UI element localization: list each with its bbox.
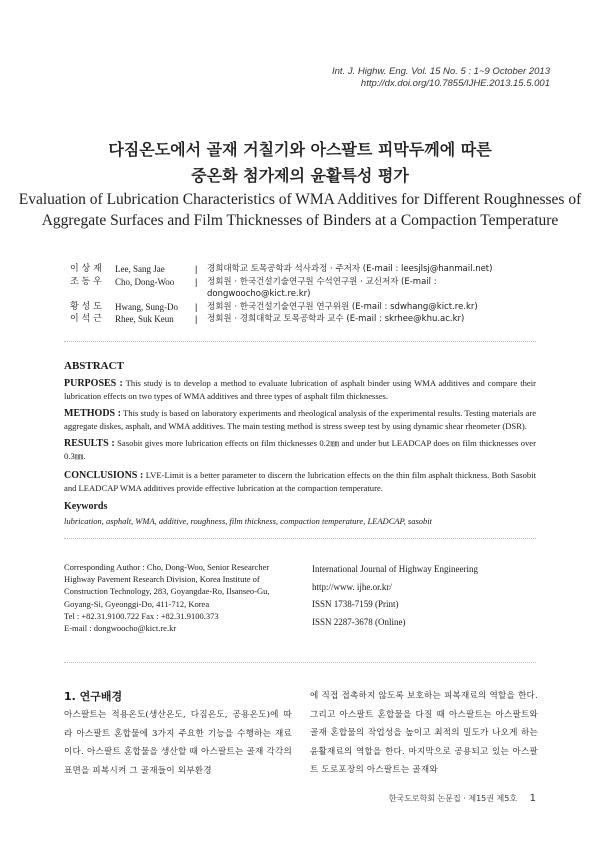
author-english-name: Rhee, Suk Keun <box>115 314 174 324</box>
author-english-name: Cho, Dong-Woo <box>115 276 175 287</box>
issn-online: ISSN 2287-3678 (Online) <box>312 616 406 627</box>
footer-journal: 한국도로학회 논문집 · 제15권 제5호 <box>388 794 518 803</box>
author-english-name: Hwang, Sung-Do <box>115 301 178 312</box>
author-list <box>70 263 517 326</box>
conclusions-label: CONCLUSIONS : <box>64 470 144 481</box>
conclusions-text: LVE-Limit is a better parameter to discern the lubrication effects on the thin film asphalt thickness. Both Sasobit and LEADCAP WMA additives provide effective lubrication at the compaction temperature. <box>64 470 536 493</box>
korean-title-line-1: 다짐온도에서 골재 거칠기와 아스팔트 피막두께에 따른 <box>108 140 492 159</box>
body-text-left-column: 아스팔트는 적용온도(생산온도, 다짐온도, 공용온도)에 따라 아스팔트 혼합물에 3가지 주요한 기능을 수행하는 재료이다. 아스팔트 혼합물을 생산할 때 아스팔트는 골재 각각의 표면을 피복시켜 그 골재들이 외부환경 <box>64 710 292 776</box>
abstract-heading: ABSTRACT <box>64 360 124 372</box>
correspondence-line: Tel : +82.31.9100.722 Fax : +82.31.9100.373 <box>64 610 219 621</box>
author-english-name: Lee, Sang Jae <box>115 264 165 274</box>
correspondence-line: Construction Technology, 283, Goyangdae-Ro, Ilsanseo-Gu, <box>64 586 270 597</box>
author-affiliation: 정회원 · 한국건설기술연구원 수석연구원 · 교신저자 (E-mail : dongwoocho@kict.re.kr) <box>207 276 437 299</box>
korean-title-line-2: 중온화 첨가제의 윤활특성 평가 <box>191 166 409 185</box>
abstract-methods <box>64 407 536 432</box>
results-text: Sasobit gives more lubrication effects on film thicknesses 0.2㎜ and under but LEADCAP does on film thicknesses over 0.3㎜. <box>64 438 536 461</box>
journal-doi-line: http://dx.doi.org/10.7855/IJHE.2013.15.5.001 <box>360 78 550 89</box>
journal-citation <box>332 66 550 90</box>
divider-dotted <box>64 662 536 663</box>
journal-info-block <box>312 561 478 631</box>
correspondence-line: Corresponding Author : Cho, Dong-Woo, Senior Researcher <box>64 562 270 572</box>
purposes-label: PURPOSES : <box>64 378 123 389</box>
abstract-results <box>64 437 536 462</box>
author-korean-name: 이 상 재 <box>70 264 102 274</box>
abstract-conclusions <box>64 469 536 494</box>
keywords-text: lubrication, asphalt, WMA, additive, roughness, film thickness, compaction temperature, LEADCAP, sasobit <box>64 516 432 526</box>
divider-dotted <box>64 341 536 342</box>
correspondence-line: Goyang-Si, Gyeonggi-Do, 411-712, Korea <box>64 598 210 609</box>
divider-dotted <box>64 538 536 539</box>
author-korean-name: 황 성 도 <box>70 301 102 312</box>
korean-title <box>0 137 600 189</box>
english-title-line-1: Evaluation of Lubrication Characteristics of WMA Additives for Different Roughnesses of <box>18 191 582 208</box>
author-divider: | <box>195 276 198 287</box>
author-divider: | <box>195 314 198 324</box>
body-text-right-column: 에 직접 접촉하지 않도록 보호하는 피복재료의 역할을 한다. 그리고 아스팔트 혼합물을 다질 때 아스팔트는 아스팔트와 골재 혼합물의 작업성을 높이고 최적의 밀도가 나오게 하는 윤활재료의 역할을 한다. 마지막으로 공용되고 있는 아스팔트 도로포장의 아스팔트는 골재와 <box>310 691 538 775</box>
author-divider: | <box>195 264 198 274</box>
correspondence-line: E-mail : dongwoocho@kict.re.kr <box>64 623 177 634</box>
author-korean-name: 조 동 우 <box>70 276 102 287</box>
author-row <box>70 313 517 326</box>
journal-url: http://www. ijhe.or.kr/ <box>312 581 392 592</box>
page-footer <box>389 793 536 804</box>
corresponding-author-block <box>64 561 290 634</box>
methods-label: METHODS : <box>64 408 121 419</box>
english-title <box>0 189 600 231</box>
issn-print: ISSN 1738-7159 (Print) <box>312 599 399 609</box>
author-korean-name: 이 석 근 <box>70 314 102 324</box>
author-affiliation: 정회원 · 한국건설기술연구원 연구위원 (E-mail : sdwhang@kict.re.kr) <box>207 301 478 312</box>
author-affiliation: 경희대학교 토목공학과 석사과정 · 주저자 (E-mail : leesjlsj@hanmail.net) <box>207 264 493 274</box>
english-title-line-2: Aggregate Surfaces and Film Thicknesses of Binders at a Compaction Temperature <box>41 212 559 229</box>
author-row <box>70 301 517 314</box>
abstract-purposes <box>64 377 536 402</box>
author-row <box>70 263 517 276</box>
results-label: RESULTS : <box>64 438 115 449</box>
keywords-heading: Keywords <box>64 501 108 512</box>
page-number: 1 <box>529 793 536 804</box>
author-row <box>70 276 517 301</box>
author-divider: | <box>195 301 198 312</box>
purposes-text: This study is to develop a method to evaluate lubrication of asphalt binder using WMA additives and compare their lubrication effects on two types of WMA additives and three types of asphalt film thicknesses. <box>64 378 536 401</box>
methods-text: This study is based on laboratory experiments and rheological analysis of the experimental results. Testing materials are aggregate diskes, asphalt, and WMA additives. The main testing method is stress sweep test by using dynamic shear rheometer (DSR). <box>64 408 537 431</box>
journal-name: International Journal of Highway Engineering <box>312 564 478 574</box>
journal-volume-line: Int. J. Highw. Eng. Vol. 15 No. 5 : 1~9 October 2013 <box>331 66 550 77</box>
author-affiliation: 정회원 · 경희대학교 토목공학과 교수 (E-mail : skrhee@khu.ac.kr) <box>207 314 465 324</box>
correspondence-line: Highway Pavement Research Division, Korea Institute of <box>64 574 260 585</box>
section-heading: 1. 연구배경 <box>64 690 123 703</box>
